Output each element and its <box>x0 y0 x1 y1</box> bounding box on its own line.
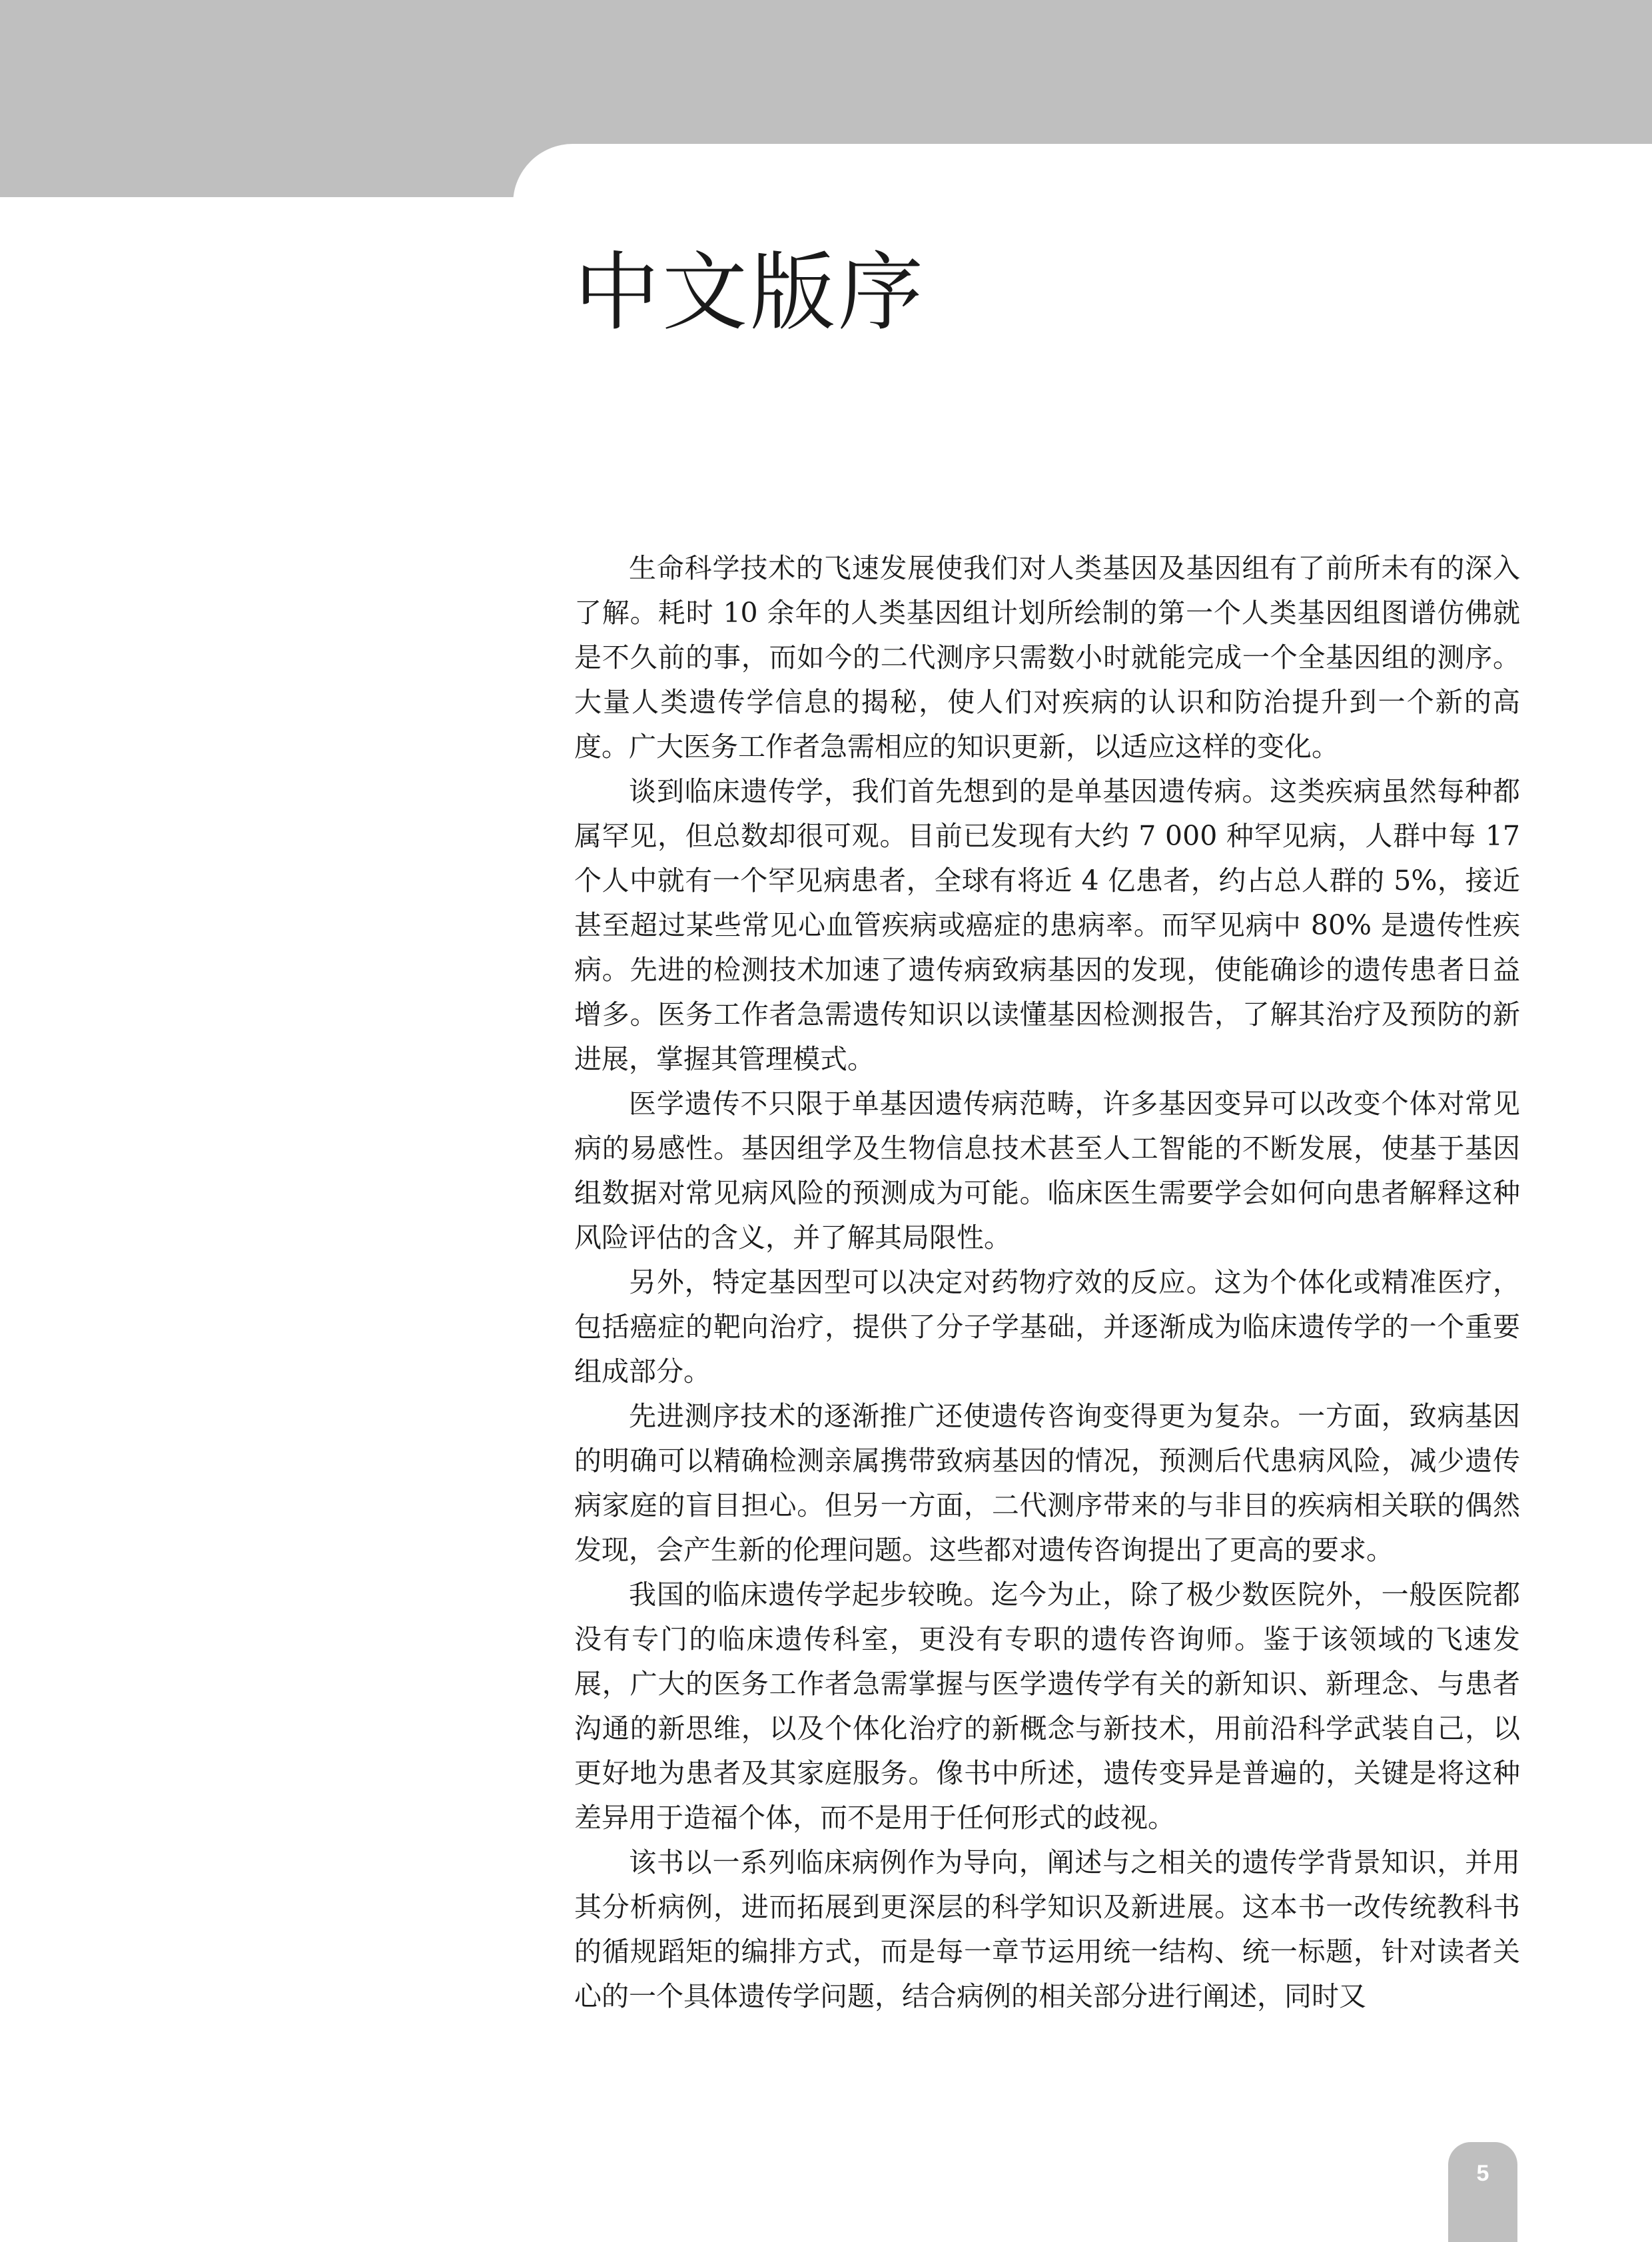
page-number: 5 <box>1476 2161 1489 2186</box>
paragraph: 谈到临床遗传学，我们首先想到的是单基因遗传病。这类疾病虽然每种都属罕见，但总数却很可观。目前已发现有大约 7 000 种罕见病，人群中每 17 个人中就有一个罕见病患者，全球有将近 4 亿患者，约占总人群的 5%，接近甚至超过某些常见心血管疾病或癌症的患病率。而罕见病中 80% 是遗传性疾病。先进的检测技术加速了遗传病致病基因的发现，使能确诊的遗传患者日益增多。医务工作者急需遗传知识以读懂基因检测报告，了解其治疗及预防的新进展，掌握其管理模式。 <box>574 775 1520 1075</box>
paragraph: 生命科学技术的飞速发展使我们对人类基因及基因组有了前所未有的深入了解。耗时 10 余年的人类基因组计划所绘制的第一个人类基因组图谱仿佛就是不久前的事，而如今的二代测序只需数小时就能完成一个全基因组的测序。大量人类遗传学信息的揭秘，使人们对疾病的认识和防治提升到一个新的高度。广大医务工作者急需相应的知识更新，以适应这样的变化。 <box>574 552 1520 763</box>
paragraph: 该书以一系列临床病例作为导向，阐述与之相关的遗传学背景知识，并用其分析病例，进而拓展到更深层的科学知识及新进展。这本书一改传统教科书的循规蹈矩的编排方式，而是每一章节运用统一结构、统一标题，针对读者关心的一个具体遗传学问题，结合病例的相关部分进行阐述，同时又 <box>574 1846 1520 2012</box>
page-number-tab <box>1448 2142 1517 2242</box>
paragraph: 医学遗传不只限于单基因遗传病范畴，许多基因变异可以改变个体对常见病的易感性。基因组学及生物信息技术甚至人工智能的不断发展，使基于基因组数据对常见病风险的预测成为可能。临床医生需要学会如何向患者解释这种风险评估的含义，并了解其局限性。 <box>574 1088 1520 1254</box>
page-title: 中文版序 <box>574 243 927 342</box>
body-text <box>574 546 1520 2019</box>
paragraph: 我国的临床遗传学起步较晚。迄今为止，除了极少数医院外，一般医院都没有专门的临床遗传科室，更没有专职的遗传咨询师。鉴于该领域的飞速发展，广大的医务工作者急需掌握与医学遗传学有关的新知识、新理念、与患者沟通的新思维，以及个体化治疗的新概念与新技术，用前沿科学武装自己，以更好地为患者及其家庭服务。像书中所述，遗传变异是普遍的，关键是将这种差异用于造福个体，而不是用于任何形式的歧视。 <box>574 1579 1520 1834</box>
paragraph: 先进测序技术的逐渐推广还使遗传咨询变得更为复杂。一方面，致病基因的明确可以精确检测亲属携带致病基因的情况，预测后代患病风险，减少遗传病家庭的盲目担心。但另一方面，二代测序带来的与非目的疾病相关联的偶然发现，会产生新的伦理问题。这些都对遗传咨询提出了更高的要求。 <box>574 1400 1520 1566</box>
paragraph: 另外，特定基因型可以决定对药物疗效的反应。这为个体化或精准医疗，包括癌症的靶向治疗，提供了分子学基础，并逐渐成为临床遗传学的一个重要组成部分。 <box>574 1266 1520 1387</box>
header-notch <box>513 144 1652 204</box>
